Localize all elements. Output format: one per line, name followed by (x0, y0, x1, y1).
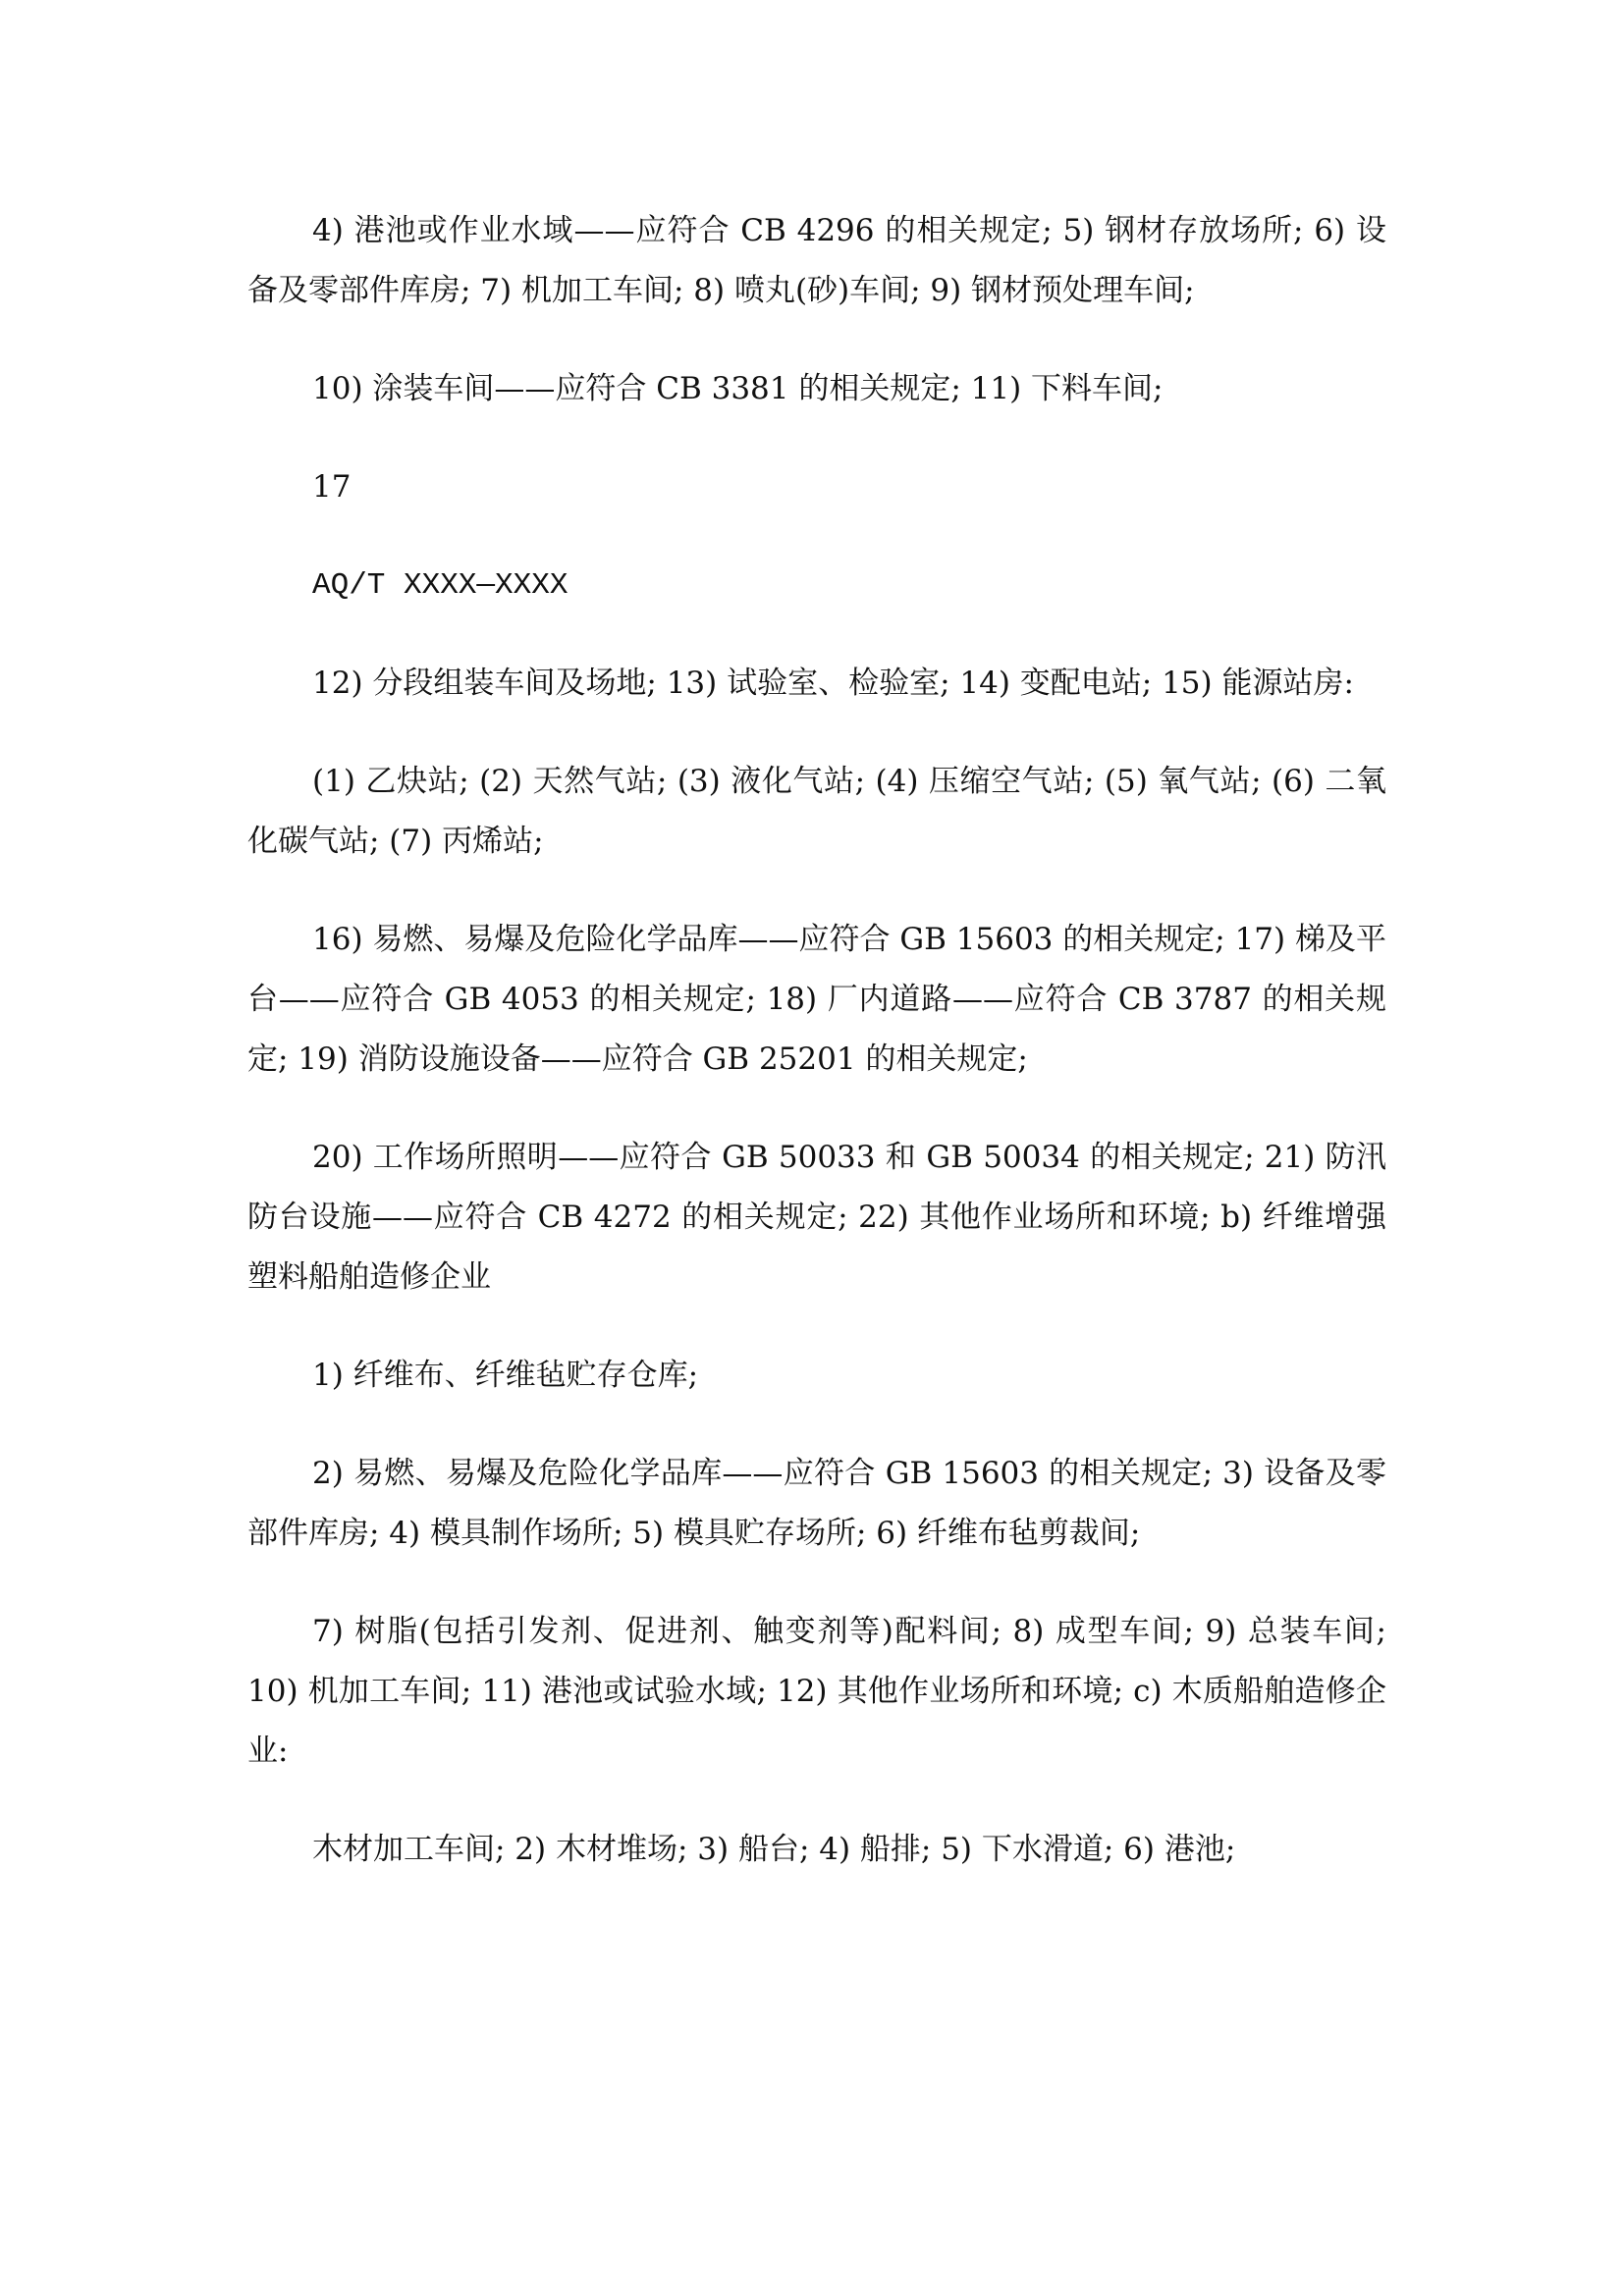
paragraph-fiber-facilities: 2) 易燃、易爆及危险化学品库——应符合 GB 15603 的相关规定; 3) 设备及零部件库房; 4) 模具制作场所; 5) 模具贮存场所; 6) 纤维布毡剪裁间; (247, 1456, 1386, 1551)
paragraph-shipyard-facilities-4-9: 4) 港池或作业水域——应符合 CB 4296 的相关规定; 5) 钢材存放场所; 6) 设备及零部件库房; 7) 机加工车间; 8) 喷丸(砂)车间; 9) 钢材预处理车间; (247, 213, 1386, 308)
paragraph-fiber-storage: 1) 纤维布、纤维毡贮存仓库; (312, 1358, 699, 1393)
paragraph-assembly-energy: 12) 分段组装车间及场地; 13) 试验室、检验室; 14) 变配电站; 15) 能源站房: (312, 666, 1354, 701)
paragraph-hazardous-storage: 16) 易燃、易爆及危险化学品库——应符合 GB 15603 的相关规定; 17) 梯及平台——应符合 GB 4053 的相关规定; 18) 厂内道路——应符合 CB 3787 的相关规定; 19) 消防设施设备——应符合 GB 25201 的相关规定; (247, 922, 1386, 1077)
paragraph-resin-workshops: 7) 树脂(包括引发剂、促进剂、触变剂等)配料间; 8) 成型车间; 9) 总装车间; 10) 机加工车间; 11) 港池或试验水域; 12) 其他作业场所和环境; c) 木质船舶造修企业: (247, 1614, 1386, 1769)
paragraph-coating-workshop: 10) 涂装车间——应符合 CB 3381 的相关规定; 11) 下料车间; (312, 371, 1164, 406)
paragraph-wooden-ship: 木材加工车间; 2) 木材堆场; 3) 船台; 4) 船排; 5) 下水滑道; 6) 港池; (312, 1832, 1236, 1867)
page-number: 17 (312, 469, 352, 505)
document-page (247, 201, 1386, 1918)
paragraph-lighting-flood: 20) 工作场所照明——应符合 GB 50033 和 GB 50034 的相关规定; 21) 防汛防台设施——应符合 CB 4272 的相关规定; 22) 其他作业场所和环境; b) 纤维增强塑料船舶造修企业 (247, 1140, 1386, 1295)
paragraph-gas-stations: (1) 乙炔站; (2) 天然气站; (3) 液化气站; (4) 压缩空气站; (5) 氧气站; (6) 二氧化碳气站; (7) 丙烯站; (247, 764, 1386, 859)
standard-code: AQ/T XXXX—XXXX (312, 568, 568, 603)
